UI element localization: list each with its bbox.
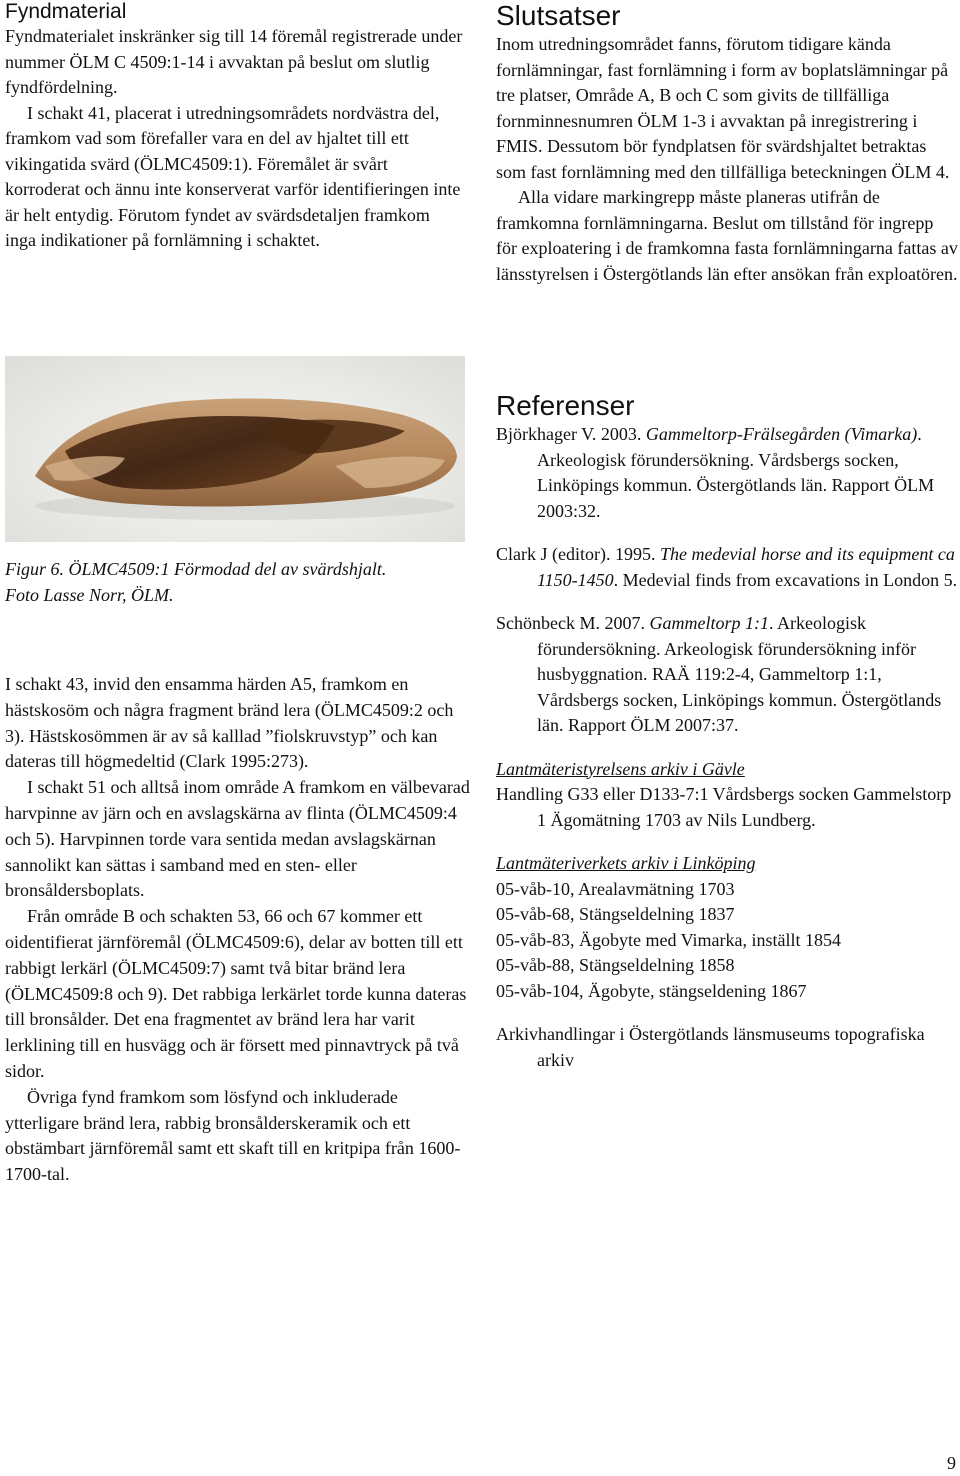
ref-details: . Arkeologisk förundersökning. Vårdsbergs socken, Linköpings kommun. Östergötlands län. Rapport ÖLM 2003:32. [537, 424, 935, 521]
referenser-heading: Referenser [496, 390, 635, 421]
fynd-continued-section [5, 672, 471, 1188]
archive-entry-gavle: Handling G33 eller D133-7:1 Vårdsbergs socken Gammelstorp 1 Ägomätning 1703 av Nils Lundberg. [496, 784, 952, 830]
slutsatser-section [496, 0, 958, 287]
reference-arkivhandlingar [496, 1022, 958, 1073]
ref-title: The medevial horse and its equipment ca 1150-1450 [537, 544, 955, 590]
ref-details: . Arkeologisk förundersökning. Arkeologisk förundersökning inför husbyggnation. RAÄ 119:2-4, Gammeltorp 1:1, Vårdsbergs socken, Linköpings kommun. Östergötlands län. Rapport ÖLM 2007:37. [537, 613, 942, 735]
figure-caption [5, 556, 471, 608]
fyndmaterial-paragraph-1: Fyndmaterialet inskränker sig till 14 föremål registrerade under nummer ÖLM C 4509:1-14 i avvaktan på beslut om slutlig fyndfördelning. [5, 26, 463, 97]
archive-entry-arkivhandlingar: Arkivhandlingar i Östergötlands länsmuseums topografiska arkiv [496, 1024, 925, 1070]
figure-caption-line-1: Figur 6. ÖLMC4509:1 Förmodad del av svärdshjalt. [5, 559, 387, 579]
slutsatser-paragraph-2: Alla vidare markingrepp måste planeras utifrån de framkomna fornlämningarna. Beslut om tillstånd för ingrepp för exploatering i de framkomna fasta fornlämningarna fattas av länsstyrelsen i Östergötlands län efter ansökan från exploatören. [496, 187, 958, 284]
referenser-section [496, 390, 958, 1091]
fyndmaterial-heading: Fyndmaterial [5, 0, 127, 23]
figure-caption-line-2: Foto Lasse Norr, ÖLM. [5, 585, 174, 605]
archive-item: 05-våb-83, Ägobyte med Vimarka, inställt 1854 [496, 929, 842, 950]
reference-linkoping-archive [496, 851, 958, 1004]
fynd-paragraph-omrade-b: Från område B och schakten 53, 66 och 67 kommer ett oidentifierat järnföremål (ÖLMC4509:6), delar av botten till ett rabbigt lerkärl (ÖLMC4509:7) samt två bitar bränd lera (ÖLMC4509:8 och 9). Det rabbiga lerkärlet torde kunna dateras till bronsålder. Det ena fragmentet av bränd lera har varit lerklining till en husvägg och är försett med pinnavtryck på två sidor. [5, 906, 467, 1081]
page-number: 9 [947, 1453, 956, 1473]
archive-item: 05-våb-104, Ägobyte, stängseldening 1867 [496, 980, 807, 1001]
ref-author: Clark J (editor). 1995. [496, 544, 660, 564]
fyndmaterial-section [5, 0, 465, 254]
fynd-paragraph-schakt-43: I schakt 43, invid den ensamma härden A5, framkom en hästskosöm och några fragment bränd lera (ÖLMC4509:2 och 3). Hästskosömmen är av så kalllad ”fiolskruvstyp” och kan dateras till högmedeltid (Clark 1995:273). [5, 674, 454, 772]
archive-title-gavle: Lantmäteristyrelsens arkiv i Gävle [496, 758, 745, 779]
slutsatser-heading: Slutsatser [496, 0, 621, 31]
archive-item: 05-våb-68, Stängseldelning 1837 [496, 904, 735, 924]
ref-title: Gammeltorp-Frälsegården (Vimarka) [645, 424, 918, 444]
figure-photo-sword-hilt [5, 356, 465, 542]
reference-clark [496, 542, 958, 593]
sword-hilt-illustration [5, 356, 465, 542]
ref-author: Björkhager V. 2003. [496, 424, 646, 444]
archive-item: 05-våb-88, Stängseldelning 1858 [496, 955, 735, 975]
fyndmaterial-paragraph-2: I schakt 41, placerat i utredningsområdets nordvästra del, framkom vad som förefaller vara en del av hjaltet till ett vikingatida svärd (ÖLMC4509:1). Föremålet är svårt korroderat och ännu inte konserverat varför identifieringen inte är helt entydig. Förutom fyndet av svärdsdetaljen framkom inga indikationer på fornlämning i schaktet. [5, 102, 461, 250]
fynd-paragraph-schakt-51: I schakt 51 och alltså inom område A framkom en välbevarad harvpinne av järn och en avslagskärna av flinta (ÖLMC4509:4 och 5). Harvpinnen torde vara sentida medan avslagskärnan sannolikt kan sättas i samband med en sten- eller bronsåldersboplats. [5, 777, 470, 901]
ref-author: Schönbeck M. 2007. [496, 613, 650, 633]
reference-gavle-archive [496, 757, 958, 834]
ref-title: Gammeltorp 1:1 [649, 613, 769, 633]
reference-bjorkhager [496, 422, 958, 524]
fynd-paragraph-ovriga: Övriga fynd framkom som lösfynd och inkluderade ytterligare bränd lera, rabbig bronsålderskeramik och ett obstämbart järnföremål samt ett skaft till en kritpipa från 1600-1700-tal. [5, 1086, 461, 1185]
slutsatser-paragraph-1: Inom utredningsområdet fanns, förutom tidigare kända fornlämningar, fast fornlämning i form av boplatslämningar på tre platser, Område A, B och C som givits de tillfälliga fornminnesnumren ÖLM 1-3 i avvaktan på inregistrering i FMIS. Dessutom bör fyndplatsen för svärdshjaltet betraktas som fast fornlämning med den tillfälliga beteckningen ÖLM 4. [496, 34, 950, 182]
reference-schonbeck [496, 611, 958, 739]
archive-item: 05-våb-10, Arealavmätning 1703 [496, 878, 735, 899]
archive-title-linkoping: Lantmäteriverkets arkiv i Linköping [496, 853, 756, 873]
ref-details: . Medevial finds from excavations in London 5. [613, 569, 958, 590]
